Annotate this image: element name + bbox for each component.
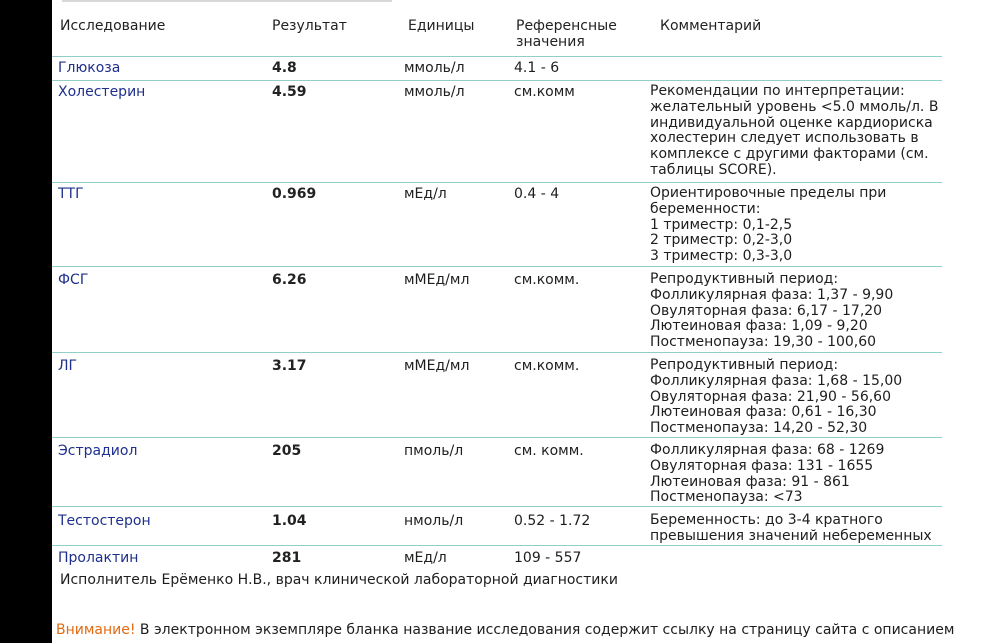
test-result: 0.969: [272, 186, 317, 202]
comment-line: 3 триместр: 0,3-3,0: [650, 248, 793, 265]
header-result: Результат: [272, 18, 347, 34]
header-units: Единицы: [408, 18, 475, 34]
test-name-link[interactable]: Глюкоза: [58, 60, 121, 76]
test-reference: 0.52 - 1.72: [514, 513, 591, 529]
comment-line: Постменопауза: 19,30 - 100,60: [650, 334, 877, 351]
test-comment: [650, 186, 950, 265]
header-reference-line2: значения: [516, 34, 585, 50]
test-reference: 0.4 - 4: [514, 186, 560, 202]
test-comment: [650, 513, 950, 545]
test-name-link[interactable]: Пролактин: [58, 550, 139, 566]
test-result: 3.17: [272, 358, 307, 374]
row-divider: [52, 56, 942, 57]
executor-line: Исполнитель Ерёменко Н.В., врач клинической лабораторной диагностики: [60, 572, 618, 588]
comment-line: Ориентировочные пределы при: [650, 185, 887, 201]
test-reference: 109 - 557: [514, 550, 582, 566]
test-name-link[interactable]: Тестостерон: [58, 513, 151, 529]
comment-line: Беременность: до 3-4 кратного: [650, 512, 883, 528]
test-reference: см.комм.: [514, 358, 580, 374]
test-result: 4.8: [272, 60, 297, 76]
header-reference-line1: Референсные: [516, 18, 617, 34]
comment-line: Овуляторная фаза: 6,17 - 17,20: [650, 302, 883, 319]
row-divider: [52, 437, 942, 438]
test-units: ммоль/л: [404, 60, 465, 76]
comment-line: Фолликулярная фаза: 68 - 1269: [650, 442, 885, 458]
test-name-link[interactable]: ЛГ: [58, 358, 78, 374]
test-name-link[interactable]: Эстрадиол: [58, 443, 138, 459]
test-result: 205: [272, 443, 302, 459]
comment-line: 2 триместр: 0,2-3,0: [650, 232, 793, 249]
test-name-link[interactable]: ФСГ: [58, 272, 89, 288]
test-units: мМЕд/мл: [404, 358, 470, 374]
test-reference: см.комм: [514, 84, 575, 100]
comment-line: беременности:: [650, 200, 761, 217]
test-result: 4.59: [272, 84, 307, 100]
comment-line: Рекомендации по интерпретации:: [650, 83, 905, 99]
comment-line: таблицы SCORE).: [650, 161, 777, 178]
notice-warning-label: Внимание!: [56, 622, 136, 638]
test-name-link[interactable]: ТТГ: [58, 186, 84, 202]
test-units: мЕд/л: [404, 550, 447, 566]
test-reference: 4.1 - 6: [514, 60, 560, 76]
comment-line: желательный уровень <5.0 ммоль/л. В: [650, 98, 939, 115]
test-units: мМЕд/мл: [404, 272, 470, 288]
comment-line: Репродуктивный период:: [650, 357, 839, 373]
test-comment: [650, 84, 950, 179]
test-reference: см. комм.: [514, 443, 584, 459]
header-comment: Комментарий: [660, 18, 762, 34]
row-divider: [52, 352, 942, 353]
comment-line: Овуляторная фаза: 21,90 - 56,60: [650, 388, 891, 405]
comment-line: Лютеиновая фаза: 1,09 - 9,20: [650, 318, 868, 335]
test-units: пмоль/л: [404, 443, 464, 459]
test-reference: см.комм.: [514, 272, 580, 288]
comment-line: индивидуальной оценке кардиориска: [650, 114, 933, 131]
notice-text: В электронном экземпляре бланка название исследования содержит ссылку на страницу сайта с описанием: [135, 622, 955, 638]
test-comment: [650, 272, 950, 351]
test-result: 1.04: [272, 513, 307, 529]
test-units: мЕд/л: [404, 186, 447, 202]
row-divider: [52, 545, 942, 546]
header-test: Исследование: [60, 18, 166, 34]
comment-line: Постменопауза: 14,20 - 52,30: [650, 420, 868, 437]
comment-line: комплексе с другими факторами (см.: [650, 146, 929, 163]
comment-line: Фолликулярная фаза: 1,68 - 15,00: [650, 372, 903, 389]
cropped-title-remnant: [62, 0, 392, 2]
comment-line: Лютеиновая фаза: 0,61 - 16,30: [650, 404, 877, 421]
comment-line: холестерин следует использовать в: [650, 130, 919, 147]
row-divider: [52, 182, 942, 183]
test-name-link[interactable]: Холестерин: [58, 84, 146, 100]
test-comment: [650, 443, 950, 506]
test-comment: [650, 358, 950, 437]
test-result: 281: [272, 550, 302, 566]
header-reference: [516, 18, 617, 50]
lab-results-page: [52, 0, 1000, 643]
comment-line: Репродуктивный период:: [650, 271, 839, 287]
row-divider: [52, 80, 942, 81]
row-divider: [52, 266, 942, 267]
comment-line: Лютеиновая фаза: 91 - 861: [650, 473, 850, 490]
test-result: 6.26: [272, 272, 307, 288]
comment-line: Овуляторная фаза: 131 - 1655: [650, 457, 874, 474]
comment-line: Постменопауза: <73: [650, 489, 803, 506]
comment-line: Фолликулярная фаза: 1,37 - 9,90: [650, 286, 894, 303]
comment-line: превышения значений небеременных: [650, 527, 932, 544]
test-units: ммоль/л: [404, 84, 465, 100]
test-units: нмоль/л: [404, 513, 464, 529]
comment-line: 1 триместр: 0,1-2,5: [650, 216, 793, 233]
notice-line: [56, 622, 954, 638]
